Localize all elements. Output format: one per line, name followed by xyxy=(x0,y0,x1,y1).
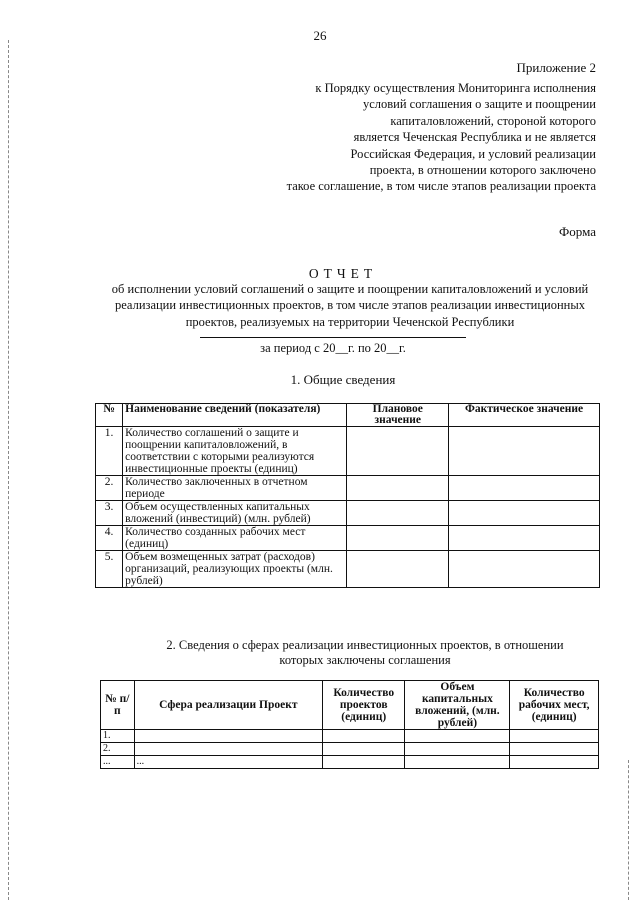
section2-title xyxy=(120,638,610,668)
row-number: 2. xyxy=(101,743,135,756)
row-name: Количество соглашений о защите и поощрении капиталовложений, в соответствии с которыми реализуются инвестиционные проекты (единиц) xyxy=(123,427,347,476)
plan-value-cell[interactable] xyxy=(347,501,449,526)
row-number: 5. xyxy=(96,551,123,588)
table-row xyxy=(96,526,600,551)
table-row xyxy=(101,743,599,756)
row-number: 2. xyxy=(96,476,123,501)
table-row xyxy=(101,756,599,769)
scan-margin-right xyxy=(628,760,630,900)
col-header-investment: Объем капитальных вложений, (млн. рублей) xyxy=(405,681,510,730)
col-header-plan: Плановое значение xyxy=(347,404,449,427)
sphere-cell[interactable] xyxy=(134,730,322,743)
fact-value-cell[interactable] xyxy=(449,526,600,551)
row-number: 1. xyxy=(101,730,135,743)
col-header-number: № п/п xyxy=(101,681,135,730)
appendix-line: капиталовложений, стороной которого xyxy=(390,113,596,128)
col-header-sphere: Сфера реализации Проект xyxy=(134,681,322,730)
report-subtitle-line: проектов, реализуемых на территории Чеченской Республики xyxy=(185,314,515,329)
appendix-line: является Чеченская Республика и не является xyxy=(353,130,596,145)
form-label: Форма xyxy=(559,224,596,239)
col-header-number: № xyxy=(96,404,123,427)
col-header-projects: Количество проектов (единиц) xyxy=(322,681,404,730)
investment-cell[interactable] xyxy=(405,730,510,743)
col-header-jobs: Количество рабочих мест, (единиц) xyxy=(510,681,599,730)
col-header-name: Наименование сведений (показателя) xyxy=(123,404,347,427)
section1-title: 1. Общие сведения xyxy=(290,372,396,387)
report-subtitle-line: об исполнении условий соглашений о защите и поощрении капиталовложений и условий xyxy=(111,282,589,296)
general-info-table xyxy=(95,403,600,588)
report-subtitle-line: реализации инвестиционных проектов, в том числе этапов реализации инвестиционных xyxy=(114,298,586,313)
sphere-cell[interactable]: ... xyxy=(134,756,322,769)
plan-value-cell[interactable] xyxy=(347,427,449,476)
report-period: за период с 20__г. по 20__г. xyxy=(260,341,406,355)
row-number: 3. xyxy=(96,501,123,526)
spheres-table xyxy=(100,680,599,769)
investment-cell[interactable] xyxy=(405,756,510,769)
jobs-cell[interactable] xyxy=(510,730,599,743)
section2-title-line: 2. Сведения о сферах реализации инвестиционных проектов, в отношении xyxy=(166,638,564,652)
report-title: ОТЧЕТ xyxy=(308,266,378,281)
projects-cell[interactable] xyxy=(322,743,404,756)
section2-title-line: которых заключены соглашения xyxy=(279,653,451,667)
appendix-line: проекта, в отношении которого заключено xyxy=(369,163,596,178)
fact-value-cell[interactable] xyxy=(449,551,600,588)
fact-value-cell[interactable] xyxy=(449,501,600,526)
page-number: 26 xyxy=(313,28,327,43)
row-name: Количество заключенных в отчетном периоде xyxy=(123,476,347,501)
projects-cell[interactable] xyxy=(322,756,404,769)
period-rule xyxy=(200,337,466,338)
row-name: Количество созданных рабочих мест (единиц) xyxy=(123,526,347,551)
jobs-cell[interactable] xyxy=(510,756,599,769)
row-number: 1. xyxy=(96,427,123,476)
row-name: Объем возмещенных затрат (расходов) организаций, реализующих проекты (млн. рублей) xyxy=(123,551,347,588)
fact-value-cell[interactable] xyxy=(449,476,600,501)
report-subtitle xyxy=(90,281,610,330)
projects-cell[interactable] xyxy=(322,730,404,743)
row-name: Объем осуществленных капитальных вложений (инвестиций) (млн. рублей) xyxy=(123,501,347,526)
table-row xyxy=(96,476,600,501)
table-header-row xyxy=(101,681,599,730)
plan-value-cell[interactable] xyxy=(347,526,449,551)
appendix-body xyxy=(216,80,596,195)
scan-margin-left xyxy=(8,40,10,900)
investment-cell[interactable] xyxy=(405,743,510,756)
sphere-cell[interactable] xyxy=(134,743,322,756)
appendix-line: Российская Федерация, и условий реализации xyxy=(350,146,596,161)
table-row xyxy=(96,501,600,526)
table-row xyxy=(96,427,600,476)
row-number: ... xyxy=(101,756,135,769)
table-header-row xyxy=(96,404,600,427)
table-row xyxy=(96,551,600,588)
col-header-fact: Фактическое значение xyxy=(449,404,600,427)
appendix-line: такое соглашение, в том числе этапов реализации проекта xyxy=(286,179,596,194)
appendix-line: к Порядку осуществления Мониторинга исполнения xyxy=(315,81,596,95)
table-row xyxy=(101,730,599,743)
appendix-title: Приложение 2 xyxy=(516,60,596,75)
appendix-line: условий соглашения о защите и поощрении xyxy=(362,97,596,112)
row-number: 4. xyxy=(96,526,123,551)
fact-value-cell[interactable] xyxy=(449,427,600,476)
plan-value-cell[interactable] xyxy=(347,476,449,501)
plan-value-cell[interactable] xyxy=(347,551,449,588)
jobs-cell[interactable] xyxy=(510,743,599,756)
